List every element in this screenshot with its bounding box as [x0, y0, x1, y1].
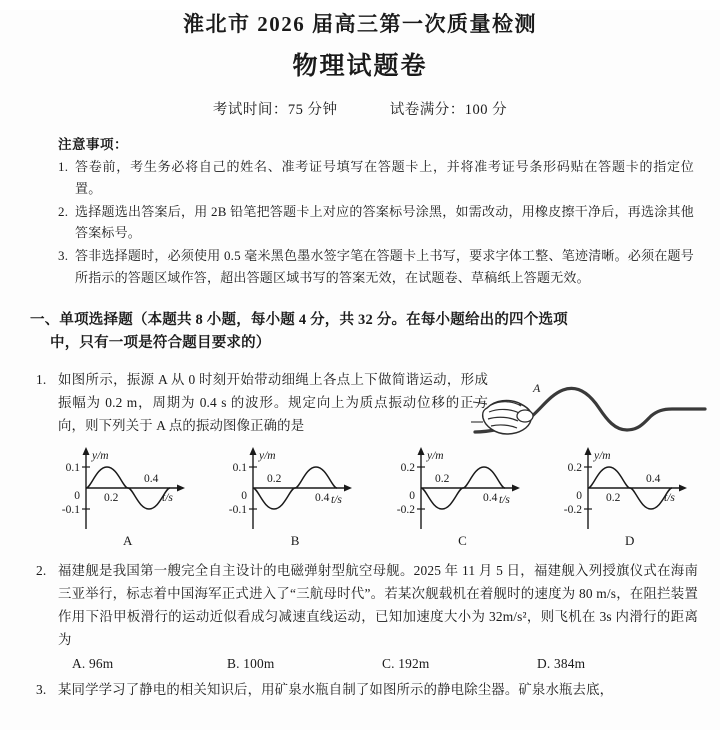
- section-heading: [0, 309, 720, 356]
- question-3-number: 3.: [36, 682, 47, 698]
- graph-b-ylabel-zero: 0: [241, 489, 248, 502]
- graph-d-y-arrow: [584, 447, 591, 455]
- graph-d-xlabel-02: 0.2: [605, 491, 621, 504]
- graph-d-ylabel-neg: -0.2: [563, 503, 582, 516]
- graph-b-y-arrow: [250, 447, 257, 455]
- motion-stroke: [473, 402, 487, 404]
- graph-c-ylabel-zero: 0: [408, 489, 415, 502]
- graph-a-xlabel-04: 0.4: [144, 472, 159, 485]
- graph-c-xlabel-02: 0.2: [434, 472, 450, 485]
- option-graph-d[interactable]: [554, 443, 706, 549]
- graph-c-y-arrow: [417, 447, 424, 455]
- graph-d-axis-xlabel: t/s: [663, 491, 675, 504]
- notice-item: [58, 156, 694, 200]
- notice-item-number: 3.: [58, 248, 69, 264]
- notice-item-number: 2.: [58, 203, 69, 219]
- option-graph-b[interactable]: [219, 443, 371, 549]
- option-d-key: D.: [537, 656, 551, 672]
- notice-item-text: 选择题选出答案后，用 2B 铅笔把答题卡上对应的答案标号涂黑，如需改动，用橡皮擦干净后，再选涂其他答案标号。: [75, 203, 694, 241]
- graph-d-axis-ylabel: y/m: [593, 449, 611, 462]
- question-2: [0, 559, 720, 651]
- question-1: [0, 368, 720, 437]
- graph-a-ylabel-zero: 0: [74, 489, 80, 502]
- section-heading-line1: 一、单项选择题（本题共 8 小题，每小题 4 分，共 32 分。在每小题给出的四个选项: [30, 311, 568, 328]
- hand-grip: [517, 410, 533, 422]
- notice-item-text: 答卷前，考生务必将自己的姓名、准考证号填写在答题卡上，并将准考证号条形码贴在答题卡的指定位置。: [75, 158, 694, 196]
- option-c-key: C.: [382, 656, 395, 672]
- option-graph-a[interactable]: [52, 443, 204, 549]
- option-a-key: A.: [72, 656, 86, 672]
- graph-d-svg: [554, 443, 706, 535]
- graph-a-ylabel-pos: 0.1: [65, 461, 80, 474]
- question-2-option-c[interactable]: [382, 656, 537, 672]
- notice-title: 注意事项：: [58, 136, 128, 152]
- graph-c-xlabel-04: 0.4: [482, 491, 498, 504]
- option-b-key: B.: [227, 656, 240, 672]
- page-subtitle: 物理试题卷: [292, 53, 428, 81]
- graph-b-axis-xlabel: t/s: [331, 493, 343, 506]
- question-2-option-a[interactable]: [72, 656, 227, 672]
- option-d-value: 384m: [553, 656, 586, 672]
- exam-time-label: 考试时间：75 分钟: [212, 101, 338, 118]
- question-2-text: 福建舰是我国第一艘完全自主设计的电磁弹射型航空母舰。2025 年 11 月 5 日，福建舰入列授旗仪式在海南三亚举行，标志着中国海军正式进入了“三航母时代”。若某次舰载机在着舰时的速度为 80 m/s，在阻拦装置作用下沿甲板滑行的运动近似看成匀减速直线运动，已知加速度大小为 32m/s²，则飞机在 3s 内滑行的距离为: [58, 562, 698, 648]
- question-2-options: [0, 656, 720, 672]
- graph-a-axis-xlabel: t/s: [162, 491, 173, 504]
- question-1-number: 1.: [36, 371, 47, 387]
- graph-a-label: A: [123, 532, 133, 548]
- notice-item-text: 答非选择题时，必须使用 0.5 毫米黑色墨水签字笔在答题卡上书写，要求字体工整、笔迹清晰。必须在题号所指示的答题区域作答，超出答题区域书写的答案无效，在试题卷、草稿纸上答题无效。: [75, 248, 694, 286]
- graph-a-xlabel-02: 0.2: [104, 491, 119, 504]
- graph-c-axis-ylabel: y/m: [426, 449, 444, 462]
- exam-paper-page: [0, 10, 720, 730]
- graph-b-label: B: [290, 532, 300, 548]
- graph-b-ylabel-pos: 0.1: [232, 461, 248, 474]
- graph-b-xlabel-02: 0.2: [267, 472, 282, 485]
- graph-c-ylabel-pos: 0.2: [400, 461, 415, 474]
- option-graph-c[interactable]: [387, 443, 539, 549]
- question-3: [0, 678, 720, 701]
- graph-c-svg: [387, 443, 539, 535]
- graph-d-label: D: [625, 532, 635, 548]
- graph-b-axis-ylabel: y/m: [259, 449, 276, 462]
- graph-b-xlabel-04: 0.4: [315, 491, 330, 504]
- graph-b-x-arrow: [344, 484, 352, 491]
- graph-d-xlabel-04: 0.4: [645, 472, 661, 485]
- graph-d-ylabel-zero: 0: [576, 489, 582, 502]
- option-c-value: 192m: [398, 656, 430, 672]
- question-3-text: 某同学学习了静电的相关知识后，用矿泉水瓶自制了如图所示的静电除尘器。矿泉水瓶去底，: [58, 682, 614, 698]
- graph-a-x-arrow: [177, 484, 185, 491]
- notice-section: [0, 133, 720, 289]
- notice-item-number: 1.: [58, 158, 69, 174]
- graph-c-x-arrow: [512, 484, 520, 491]
- section-heading-line2: 中，只有一项是符合题目要求的）: [50, 335, 271, 352]
- notice-item: [58, 201, 694, 245]
- option-a-value: 96m: [88, 656, 114, 672]
- question-2-number: 2.: [36, 562, 47, 578]
- exam-meta: [0, 98, 720, 119]
- graph-a-y-arrow: [83, 447, 90, 455]
- question-1-text: 如图所示，振源 A 从 0 时刻开始带动细绳上各点上下做简谐运动，形成振幅为 0.2 m，周期为 0.4 s 的波形。规定向上为质点振动位移的正方向，则下列关于 A 点的振动图像正确的是: [58, 371, 488, 433]
- option-b-value: 100m: [243, 656, 275, 672]
- question-2-option-d[interactable]: [537, 656, 692, 672]
- graph-c-axis-xlabel: t/s: [498, 493, 510, 506]
- exam-score-label: 试卷满分：100 分: [389, 101, 508, 118]
- page-title: 淮北市 2026 届高三第一次质量检测: [183, 12, 537, 36]
- graph-b-ylabel-neg: -0.1: [229, 503, 248, 516]
- graph-c-ylabel-neg: -0.2: [396, 503, 415, 516]
- question-2-option-b[interactable]: [227, 656, 382, 672]
- point-a-label: A: [533, 380, 541, 395]
- rope-wave-figure: [467, 378, 712, 440]
- graph-b-svg: [219, 443, 371, 535]
- graph-d-ylabel-pos: 0.2: [567, 461, 582, 474]
- graph-a-axis-ylabel: y/m: [92, 449, 109, 462]
- question-1-option-graphs: [0, 443, 720, 549]
- graph-a-svg: [52, 443, 204, 535]
- notice-item: [58, 245, 694, 289]
- graph-d-x-arrow: [679, 484, 687, 491]
- graph-a-ylabel-neg: -0.1: [61, 503, 80, 516]
- graph-c-label: C: [458, 532, 468, 548]
